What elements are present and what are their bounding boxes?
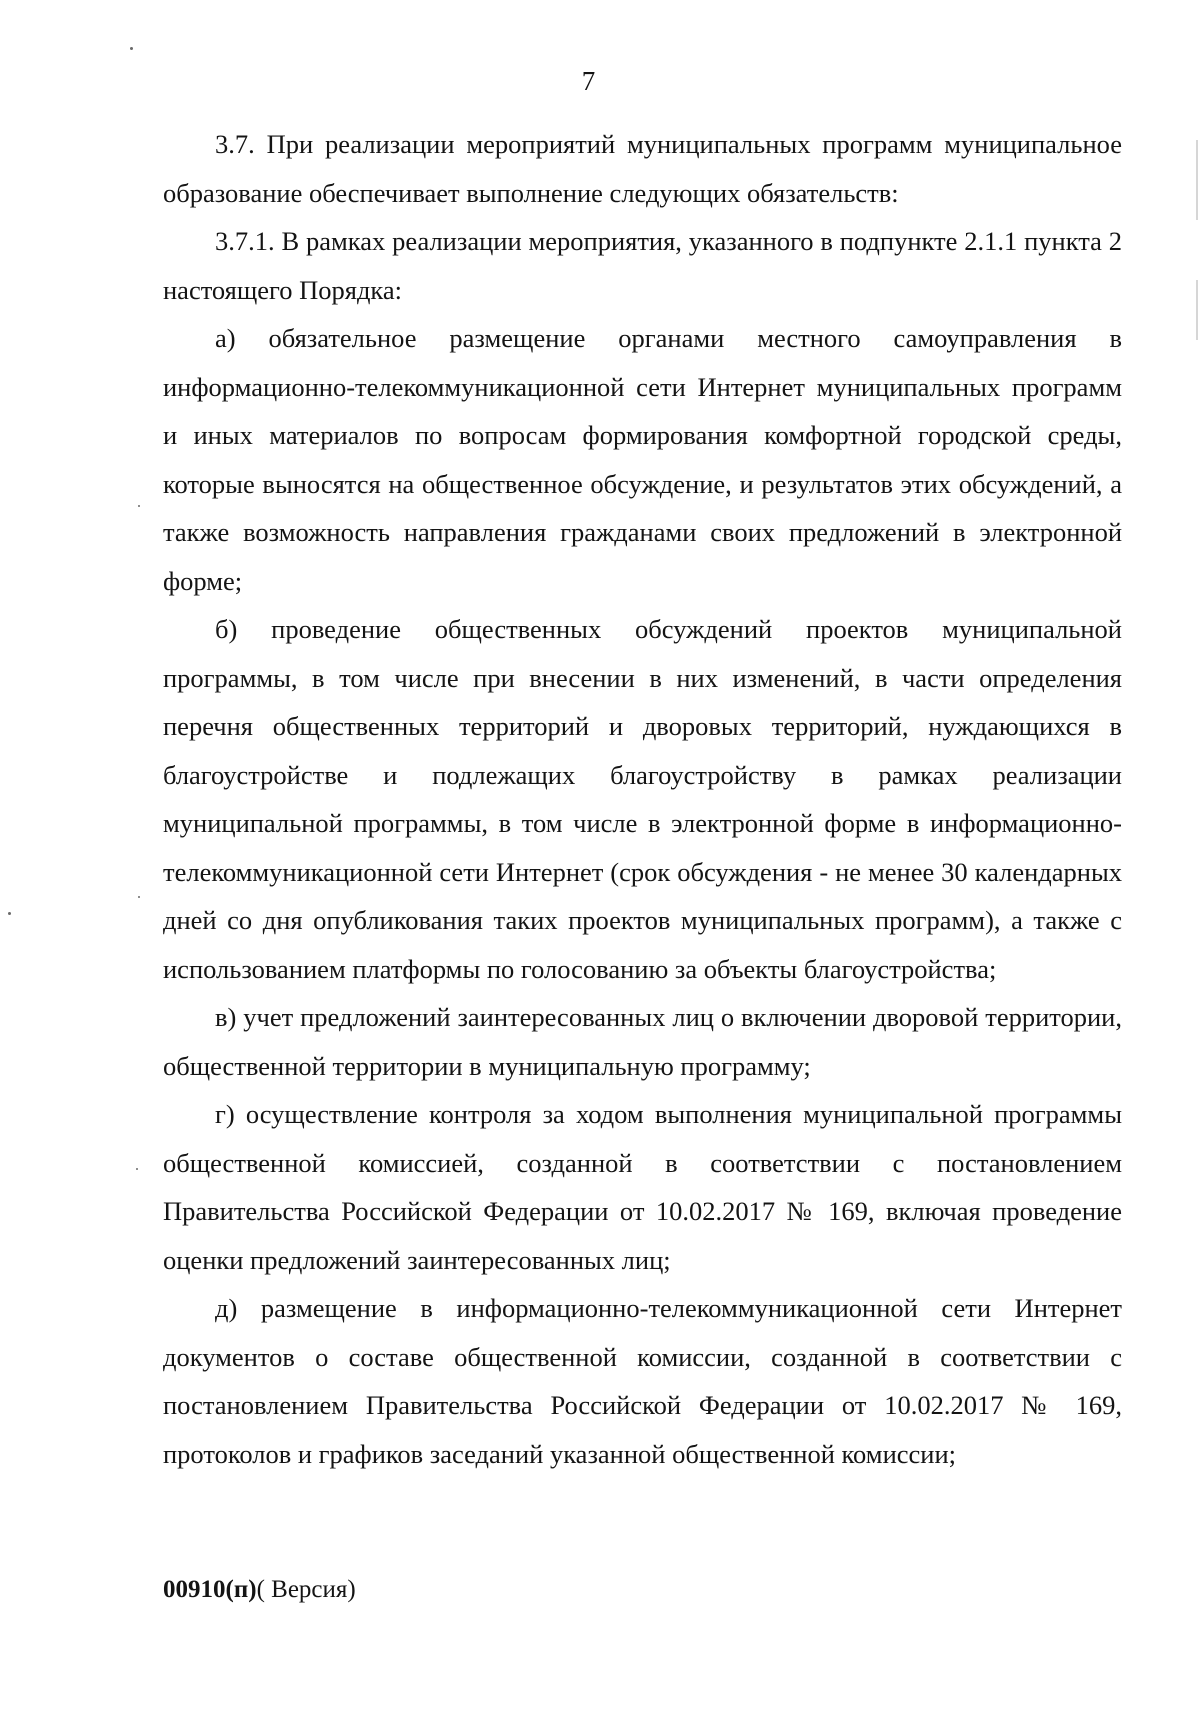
paragraph-3-7-1: 3.7.1. В рамках реализации мероприятия, указанного в подпункте 2.1.1 пункта 2 настоящего Порядка: <box>163 226 1122 305</box>
scan-edge-mark <box>1196 140 1198 220</box>
scan-edge-mark <box>1196 280 1198 340</box>
scan-speck <box>138 896 140 898</box>
scan-speck <box>8 912 11 915</box>
paragraph-item-d: д) размещение в информационно-телекоммуникационной сети Интернет документов о составе общественной комиссии, созданной в соответствии с постановлением Правительства Российской Федерации от 10.02.2017 № 169, протоколов и графиков заседаний указанной общественной комиссии; <box>163 1293 1122 1469</box>
paragraph-item-a: а) обязательное размещение органами местного самоуправления в информационно-телекоммуникационной сети Интернет муниципальных программ и иных материалов по вопросам формирования комфортной городской среды, которые выносятся на общественное обсуждение, и результатов этих обсуждений, а также возможность направления гражданами своих предложений в электронной форме; <box>163 323 1122 596</box>
paragraph-item-v: в) учет предложений заинтересованных лиц о включении дворовой территории, общественной территории в муниципальную программу; <box>163 1002 1122 1081</box>
document-code: 00910(п) <box>163 1576 257 1603</box>
paragraph-item-g: г) осуществление контроля за ходом выполнения муниципальной программы общественной комиссией, созданной в соответствии с постановлением Правительства Российской Федерации от 10.02.2017 № 169, включая проведение оценки предложений заинтересованных лиц; <box>163 1099 1122 1275</box>
page-number: 7 <box>581 66 596 96</box>
document-version: ( Версия) <box>256 1576 356 1603</box>
document-body <box>163 120 1122 1478</box>
paragraph-item-b: б) проведение общественных обсуждений проектов муниципальной программы, в том числе при внесении в них изменений, в части определения перечня общественных территорий и дворовых территорий, нуждающихся в благоустройстве и подлежащих благоустройству в рамках реализации муниципальной программы, в том числе в электронной форме в информационно-телекоммуникационной сети Интернет (срок обсуждения - не менее 30 календарных дней со дня опубликования таких проектов муниципальных программ), а также с использованием платформы по голосованию за объекты благоустройства; <box>163 614 1122 984</box>
scan-speck <box>130 47 133 50</box>
paragraph-3-7: 3.7. При реализации мероприятий муниципальных программ муниципальное образование обеспечивает выполнение следующих обязательств: <box>163 129 1122 208</box>
scan-speck <box>138 505 140 507</box>
document-footer-code <box>163 1576 356 1604</box>
scan-speck <box>136 1168 138 1170</box>
